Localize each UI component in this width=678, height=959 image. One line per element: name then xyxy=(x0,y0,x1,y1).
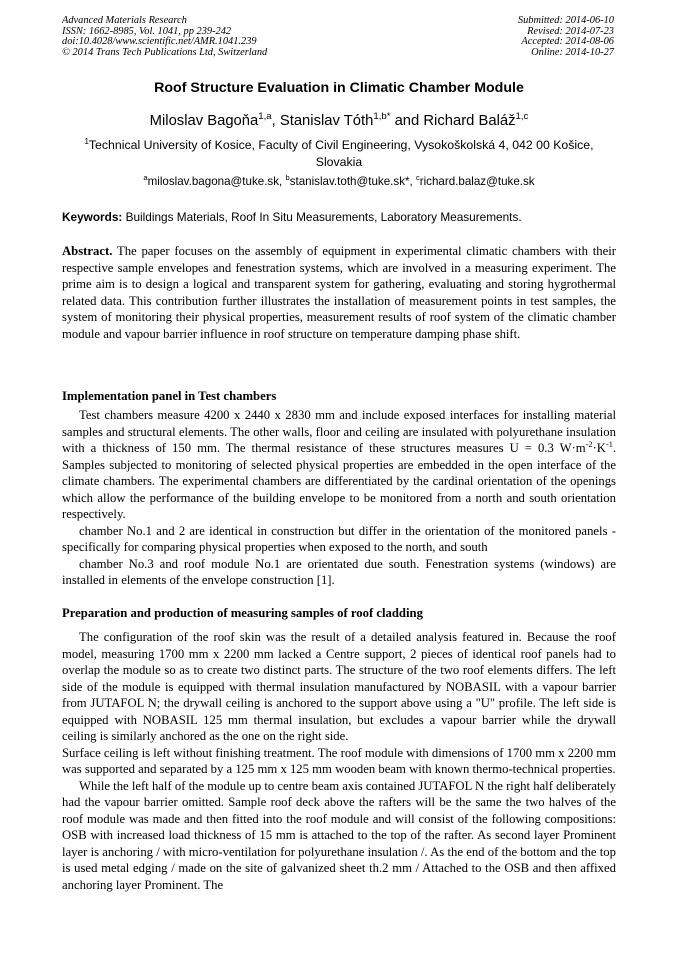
paragraph: The configuration of the roof skin was the result of a detailed analysis featured in. Because the roof model, measuring 1700 mm x 2200 mm lacked a Centre support, 2 pieces of identical roof panels had to overlap the module so as to create two distinct parts. The structure of the two roof elements differs. The left side of the module is equipped with thermal insulation manufactured by NOBASIL with a vapour barrier from JUTAFOL N; the drywall ceiling is anchored to the support above using a "U" profile. The left side is equipped with NOBASIL 125 mm thermal insulation, but excludes a vapour barrier while the drywall ceiling is similarly anchored as the one on the right side. xyxy=(62,630,616,743)
text-run: Test chambers measure 4200 x 2440 x 2830 mm and include exposed interfaces for installing material samples and structural elements. The other walls, floor and ceiling are insulated with polyurethane insulation with a thickness of 150 mm. The thermal resistance of these structures measures U = 0.3 W·m xyxy=(62,408,616,455)
abstract xyxy=(62,243,616,342)
abstract-label: Abstract. xyxy=(62,244,113,258)
paragraph: Surface ceiling is left without finishing treatment. The roof module with dimensions of 1700 mm x 2200 mm was supported and separated by a 125 mm x 125 mm wooden beam with known thermo-technical properties. xyxy=(62,745,616,776)
journal-issn: ISSN: 1662-8985, Vol. 1041, pp 239-242 xyxy=(62,25,232,37)
affiliation-line: Technical University of Kosice, Faculty of Civil Engineering, Vysokoškolská 4, 042 00 Košice, xyxy=(88,138,594,152)
author-name: Stanislav Tóth xyxy=(279,113,374,129)
text-run: ·K xyxy=(592,441,606,455)
date-revised: Revised: 2014-07-23 xyxy=(527,25,614,37)
date-submitted: Submitted: 2014-06-10 xyxy=(517,15,614,26)
text-run: . Samples subjected to monitoring of selected physical properties are embedded in the open interface of the climate chambers. The experimental chambers are differentiated by the cardinal orientation of the openings which allow the performance of the building envelope to be monitored from a north and south orientation respectively. xyxy=(62,441,616,521)
publication-dates xyxy=(518,16,614,58)
journal-info xyxy=(62,16,267,58)
email-link[interactable]: miloslav.bagona@tuke.sk, xyxy=(147,175,286,188)
paragraph: While the left half of the module up to centre beam axis contained JUTAFOL N the right half deliberately had the vapour barrier omitted. Sample roof deck above the rafters will be the same the two halves of the roof module was made and then fitted into the roof module and will consist of the following compositions: OSB with increased load thickness of 15 mm is attached to the top of the rafter. As second layer Prominent layer is anchoring / with micro-ventilation for polyurethane insulation /. As the end of the bottom and the top is used metal edging / made on the site of galvanized sheet th.2 mm / Attached to the OSB and then affixed anchoring layer Prominent. The xyxy=(62,778,616,892)
email-mark: c xyxy=(415,173,420,183)
email-link[interactable]: richard.balaz@tuke.sk xyxy=(419,175,535,188)
paragraph xyxy=(62,407,616,523)
keywords-text: Buildings Materials, Roof In Situ Measurements, Laboratory Measurements. xyxy=(122,210,522,224)
section-heading: Preparation and production of measuring samples of roof cladding xyxy=(62,606,423,620)
section-heading: Implementation panel in Test chambers xyxy=(62,389,277,403)
email-link[interactable]: stanislav.toth@tuke.sk*, xyxy=(289,175,416,188)
journal-doi: doi:10.4028/www.scientific.net/AMR.1041.239 xyxy=(62,36,257,47)
unit-exponent: -1 xyxy=(605,439,613,449)
email-mark: a xyxy=(143,173,148,183)
paragraph: chamber No.1 and 2 are identical in construction but differ in the orientation of the monitored panels - specifically for comparing physical properties when exposed to the north, and south xyxy=(62,523,616,554)
abstract-text: The paper focuses on the assembly of equipment in experimental climatic chambers with their respective sample envelopes and fenestration systems, which are involved in a measuring experiment. The prime aim is to design a logical and transparent system for gathering, evaluating and storing hygrothermal related data. This contribution further illustrates the installation of measurement points in test samples, the system of monitoring their physical properties, measurement results of roof system of the climatic chamber module and vapour barrier influence in roof structure on temperature damping phase shift. xyxy=(62,244,616,341)
unit-exponent: -2 xyxy=(585,439,593,449)
author-separator: and xyxy=(390,113,424,129)
author-separator: , xyxy=(271,113,280,129)
author-list xyxy=(0,112,678,130)
keywords-label: Keywords: xyxy=(62,210,123,224)
journal-name: Advanced Materials Research xyxy=(62,15,187,26)
affiliation-line: Slovakia xyxy=(315,155,363,169)
author-name: Miloslav Bagoňa xyxy=(149,113,259,129)
keywords xyxy=(62,210,616,224)
affiliation xyxy=(62,137,616,171)
author-name: Richard Baláž xyxy=(423,113,516,129)
author-affiliation-mark: 1,c xyxy=(515,111,529,123)
date-accepted: Accepted: 2014-08-06 xyxy=(521,36,614,47)
paragraph: chamber No.3 and roof module No.1 are orientated due south. Fenestration systems (windows) are installed in elements of the envelope construction [1]. xyxy=(62,556,616,587)
affiliation-mark: 1 xyxy=(84,136,89,146)
email-mark: b xyxy=(285,173,290,183)
author-emails xyxy=(0,175,678,189)
paper-title: Roof Structure Evaluation in Climatic Chamber Module xyxy=(154,80,524,96)
journal-copyright: © 2014 Trans Tech Publications Ltd, Switzerland xyxy=(62,46,268,58)
author-affiliation-mark: 1,b* xyxy=(373,111,391,123)
section-body xyxy=(62,407,616,589)
author-affiliation-mark: 1,a xyxy=(258,111,272,123)
section-body xyxy=(62,629,616,893)
date-online: Online: 2014-10-27 xyxy=(531,46,614,58)
